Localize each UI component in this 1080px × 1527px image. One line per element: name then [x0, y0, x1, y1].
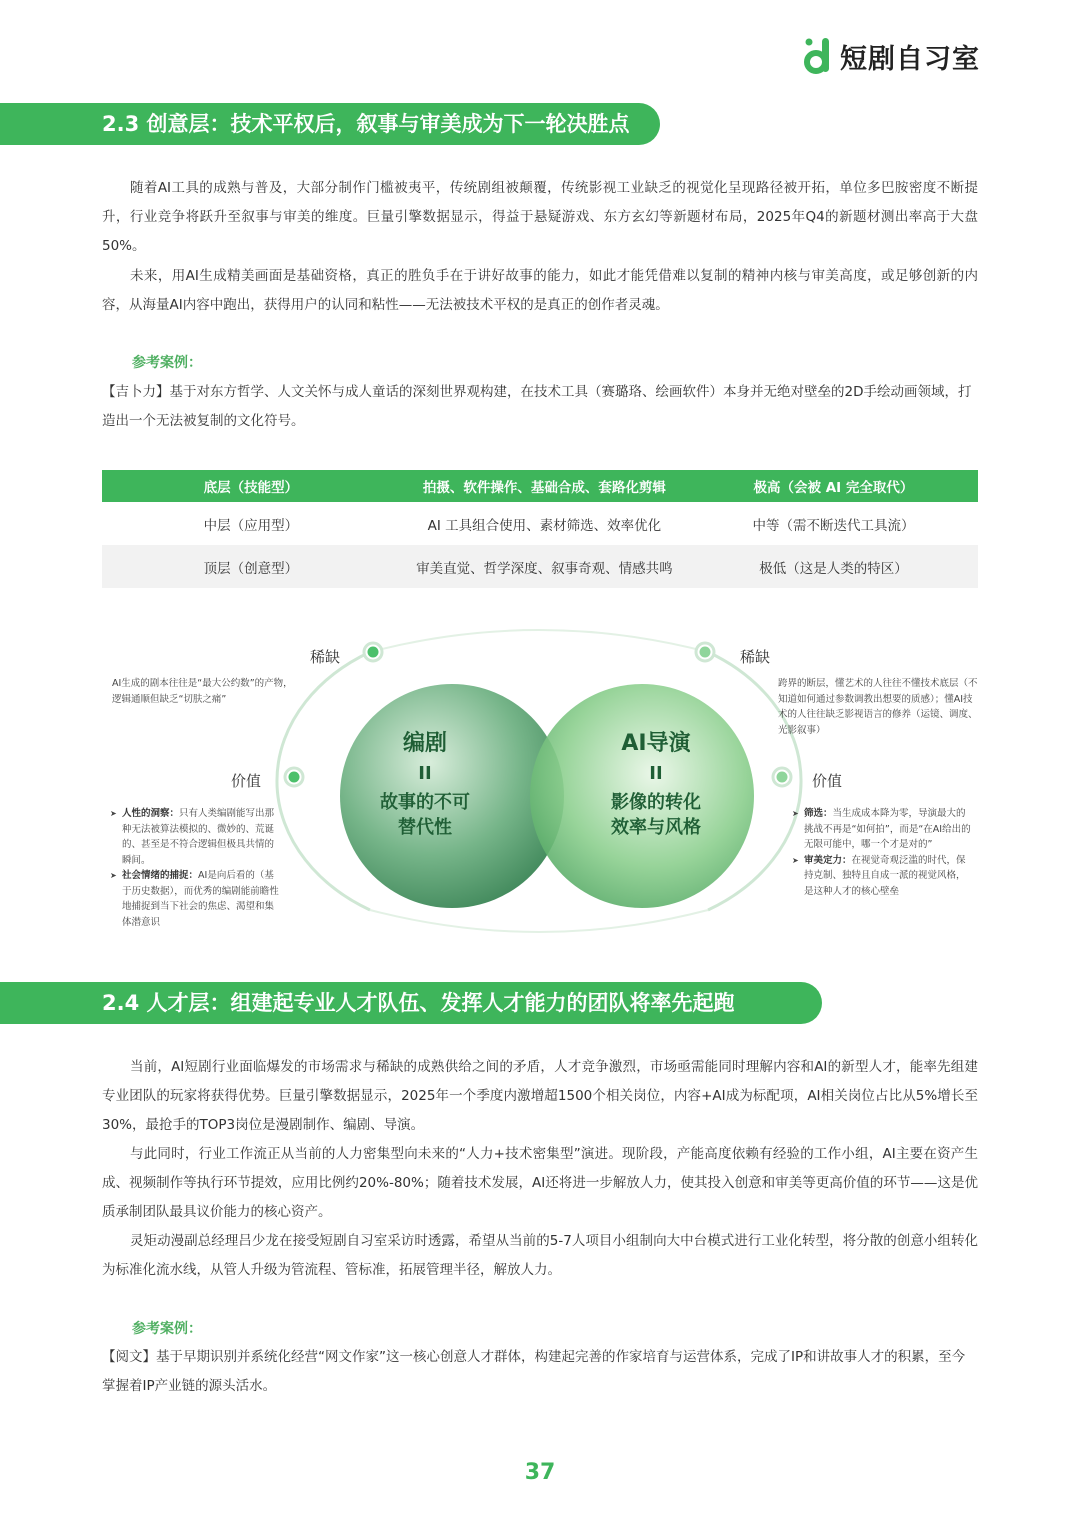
section1-paragraph-1: 随着AI工具的成熟与普及，大部分制作门槛被夷平，传统剧组被颠覆，传统影视工业缺乏的视觉化呈现路径被开拓，单位多巴胺密度不断提升，行业竞争将跃升至叙事与审美的维度。巨量引擎数据显示，得益于悬疑游戏、东方玄幻等新题材布局，2025年Q4的新题材测出率高于大盘50%。 [102, 180, 978, 254]
brand-logo [804, 36, 980, 76]
brand-mark-icon [804, 36, 834, 76]
right-circle-label [606, 726, 706, 840]
section2-paragraph-3: 灵矩动漫副总经理吕少龙在接受短剧自习室采访时透露，希望从当前的5-7人项目小组制向大中台模式进行工业化转型，将分散的创意小组转化为标准化流水线，从管人升级为管流程、管标准，拓展管理半径，解放人力。 [102, 1233, 978, 1278]
table-cell: 中层（应用型） [102, 502, 400, 545]
table-cell: 中等（需不断迭代工具流） [689, 502, 978, 545]
right-scarcity-label: 稀缺 [740, 648, 771, 666]
left-circle-title: 编剧 [402, 731, 447, 756]
left-circle-label [372, 726, 478, 840]
reference-label: 参考案例： [132, 1321, 202, 1337]
table-cell: 顶层（创意型） [102, 545, 400, 588]
left-circle-sign: II [418, 763, 432, 784]
left-scarcity-label: 稀缺 [310, 648, 341, 666]
section-title-2-4: 2.4 人才层：组建起专业人才队伍、发挥人才能力的团队将率先起跑 [0, 982, 822, 1024]
table-header-cell: 拍摄、软件操作、基础合成、套路化剪辑 [400, 470, 689, 502]
list-item: ➤ 审美定力：在视觉奇观泛滥的时代，保持克制、独特且自成一派的视觉风格，是这种人才的核心壁垒 [792, 853, 972, 900]
table-cell: 审美直觉、哲学深度、叙事奇观、情感共鸣 [400, 545, 689, 588]
right-value-list [792, 806, 972, 899]
table-header-cell: 底层（技能型） [102, 470, 400, 502]
left-circle-desc: 故事的不可替代性 [380, 792, 470, 838]
section-title-2-3: 2.3 创意层：技术平权后，叙事与审美成为下一轮决胜点 [0, 103, 660, 145]
skill-levels-table [102, 470, 978, 588]
table-row [102, 545, 978, 588]
reference-case-ghibli: 【吉卜力】基于对东方哲学、人文关怀与成人童话的深刻世界观构建，在技术工具（赛璐珞、绘画软件）本身并无绝对壁垒的2D手绘动画领域，打造出一个无法被复制的文化符号。 [102, 384, 972, 429]
left-value-list [110, 806, 280, 930]
writer-director-diagram [102, 620, 978, 940]
list-item: ➤ 人性的洞察：只有人类编剧能写出那种无法被算法模拟的、微妙的、荒诞的、甚至是不符合逻辑但极具共情的瞬间。 [110, 806, 280, 868]
left-value-label: 价值 [231, 772, 262, 790]
right-circle-title: AI导演 [621, 731, 691, 756]
table-header-row [102, 470, 978, 502]
section2-paragraph-1: 当前，AI短剧行业面临爆发的市场需求与稀缺的成熟供给之间的矛盾，人才竞争激烈，市场亟需能同时理解内容和AI的新型人才，能率先组建专业团队的玩家将获得优势。巨量引擎数据显示，2025年一个季度内激增超1500个相关岗位，内容+AI成为标配项，AI相关岗位占比从5%增长至30%，最抢手的TOP3岗位是漫剧制作、编剧、导演。 [102, 1059, 978, 1133]
brand-name: 短剧自习室 [840, 43, 980, 75]
page-number: 37 [524, 1460, 556, 1485]
list-item: ➤ 筛选：当生成成本降为零，导演最大的挑战不再是“如何拍”，而是“在AI给出的无限可能中，哪一个才是对的” [792, 806, 972, 853]
reference-case-yuewen: 【阅文】基于早期识别并系统化经营“网文作家”这一核心创意人才群体，构建起完善的作家培育与运营体系，完成了IP和讲故事人才的积累，至今掌握着IP产业链的源头活水。 [102, 1349, 966, 1394]
right-circle-desc: 影像的转化效率与风格 [611, 792, 701, 838]
right-scarcity-note: 跨界的断层，懂艺术的人往往不懂技术底层（不知道如何通过参数调教出想要的质感）；懂AI技术的人往往缺乏影视语言的修养（运镜、调度、光影叙事） [778, 678, 978, 736]
table-cell: 极低（这是人类的特区） [689, 545, 978, 588]
table-row [102, 502, 978, 545]
list-item: ➤ 社会情绪的捕捉：AI是向后看的（基于历史数据），而优秀的编剧能前瞻性地捕捉到当下社会的焦虑、渴望和集体潜意识 [110, 868, 280, 930]
reference-label: 参考案例： [132, 355, 202, 371]
section2-paragraph-2: 与此同时，行业工作流正从当前的人力密集型向未来的“人力+技术密集型”演进。现阶段，产能高度依赖有经验的工作小组，AI主要在资产生成、视频制作等执行环节提效，应用比例约20%-80%；随着技术发展，AI还将进一步解放人力，使其投入创意和审美等更高价值的环节——这是优质承制团队最具议价能力的核心资产。 [102, 1146, 978, 1220]
left-scarcity-note: AI生成的剧本往往是“最大公约数”的产物，逻辑通顺但缺乏“切肤之痛” [112, 678, 293, 705]
right-circle-sign: II [649, 763, 663, 784]
table-cell: AI 工具组合使用、素材筛选、效率优化 [400, 502, 689, 545]
section1-paragraph-2: 未来，用AI生成精美画面是基础资格，真正的胜负手在于讲好故事的能力，如此才能凭借难以复制的精神内核与审美高度，或足够创新的内容，从海量AI内容中跑出，获得用户的认同和粘性——无法被技术平权的是真正的创作者灵魂。 [102, 268, 978, 313]
right-value-label: 价值 [812, 772, 843, 790]
table-header-cell: 极高（会被 AI 完全取代） [689, 470, 978, 502]
